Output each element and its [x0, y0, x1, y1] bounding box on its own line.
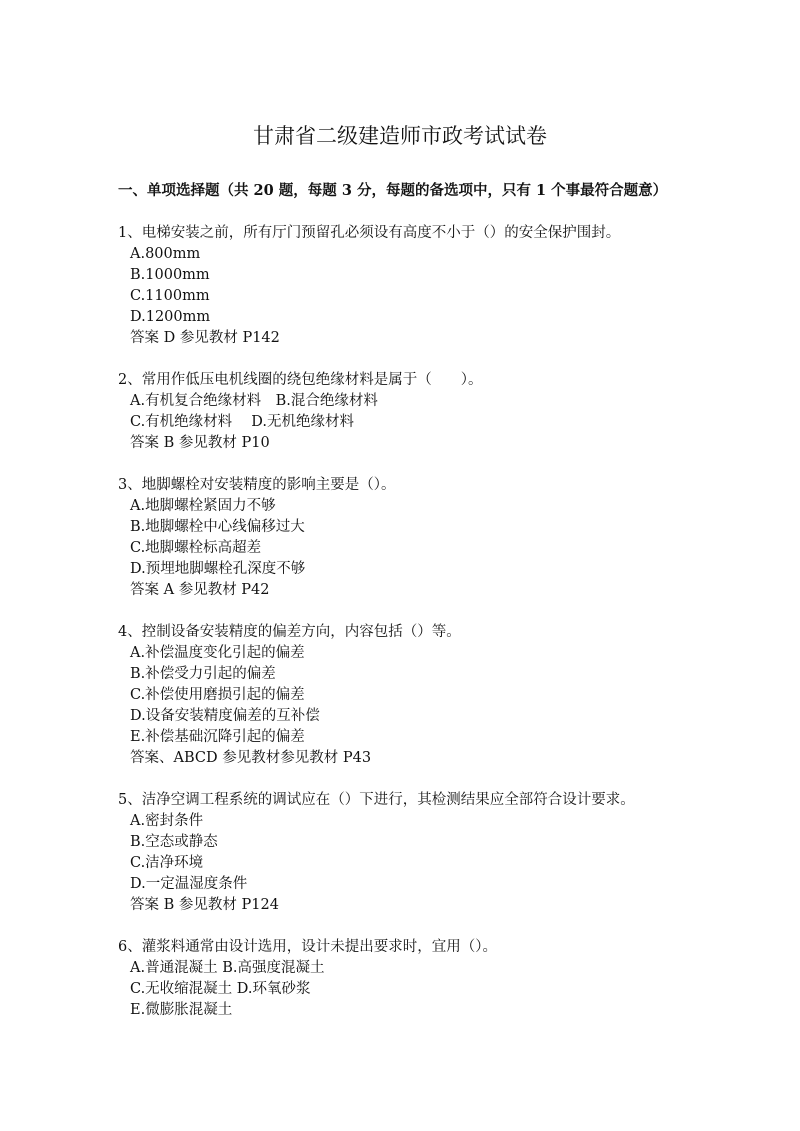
- question-2: [118, 370, 718, 454]
- question-option: C.补偿使用磨损引起的偏差: [130, 687, 305, 703]
- question-option: A.800mm: [130, 246, 201, 262]
- question-option: C.1100mm: [130, 288, 210, 304]
- question-6: [118, 937, 718, 1021]
- question-option: A.密封条件: [130, 813, 204, 829]
- question-list: [118, 223, 718, 1042]
- question-option: B.地脚螺栓中心线偏移过大: [130, 519, 305, 535]
- question-4: [118, 622, 718, 769]
- question-answer: 答案、ABCD 参见教材参见教材 P43: [130, 750, 372, 766]
- question-answer: 答案 B 参见教材 P124: [130, 897, 279, 913]
- question-3: [118, 475, 718, 601]
- question-stem: 6、灌浆料通常由设计选用，设计未提出要求时，宜用（）。: [118, 939, 497, 955]
- question-stem: 4、控制设备安装精度的偏差方向，内容包括（）等。: [118, 624, 461, 640]
- question-option: B.补偿受力引起的偏差: [130, 666, 276, 682]
- section-heading: 一、单项选择题（共 20 题，每题 3 分，每题的备选项中，只有 1 个事最符合题意）: [118, 182, 668, 199]
- question-option: B.1000mm: [130, 267, 210, 283]
- document-title: 甘肃省二级建造师市政考试试卷: [253, 124, 547, 148]
- question-option: D.1200mm: [130, 309, 211, 325]
- question-option: C.地脚螺栓标高超差: [130, 540, 262, 556]
- question-option: D.设备安装精度偏差的互补偿: [130, 708, 320, 724]
- question-1: [118, 223, 718, 349]
- question-stem: 3、地脚螺栓对安装精度的影响主要是（）。: [118, 477, 396, 493]
- question-stem: 2、常用作低压电机线圈的绕包绝缘材料是属于（ ）。: [118, 372, 483, 388]
- question-option: D.一定温湿度条件: [130, 876, 248, 892]
- question-answer: 答案 D 参见教材 P142: [130, 330, 280, 346]
- question-option: A.普通混凝土 B.高强度混凝土: [130, 960, 325, 976]
- question-option: B.空态或静态: [130, 834, 218, 850]
- question-option: D.预埋地脚螺栓孔深度不够: [130, 561, 306, 577]
- question-answer: 答案 B 参见教材 P10: [130, 435, 270, 451]
- question-option: C.无收缩混凝土 D.环氧砂浆: [130, 981, 311, 997]
- question-option: A.有机复合绝缘材料 B.混合绝缘材料: [130, 393, 378, 409]
- question-option: E.补偿基础沉降引起的偏差: [130, 729, 305, 745]
- question-stem: 5、洁净空调工程系统的调试应在（）下进行，其检测结果应全部符合设计要求。: [118, 792, 635, 808]
- question-option: A.地脚螺栓紧固力不够: [130, 498, 276, 514]
- question-answer: 答案 A 参见教材 P42: [130, 582, 270, 598]
- question-option: A.补偿温度变化引起的偏差: [130, 645, 305, 661]
- question-option: E.微膨胀混凝土: [130, 1002, 233, 1018]
- question-stem: 1、电梯安装之前，所有厅门预留孔必须设有高度不小于（）的安全保护围封。: [118, 225, 621, 241]
- question-option: C.洁净环境: [130, 855, 204, 871]
- question-5: [118, 790, 718, 916]
- question-option: C.有机绝缘材料 D.无机绝缘材料: [130, 414, 355, 430]
